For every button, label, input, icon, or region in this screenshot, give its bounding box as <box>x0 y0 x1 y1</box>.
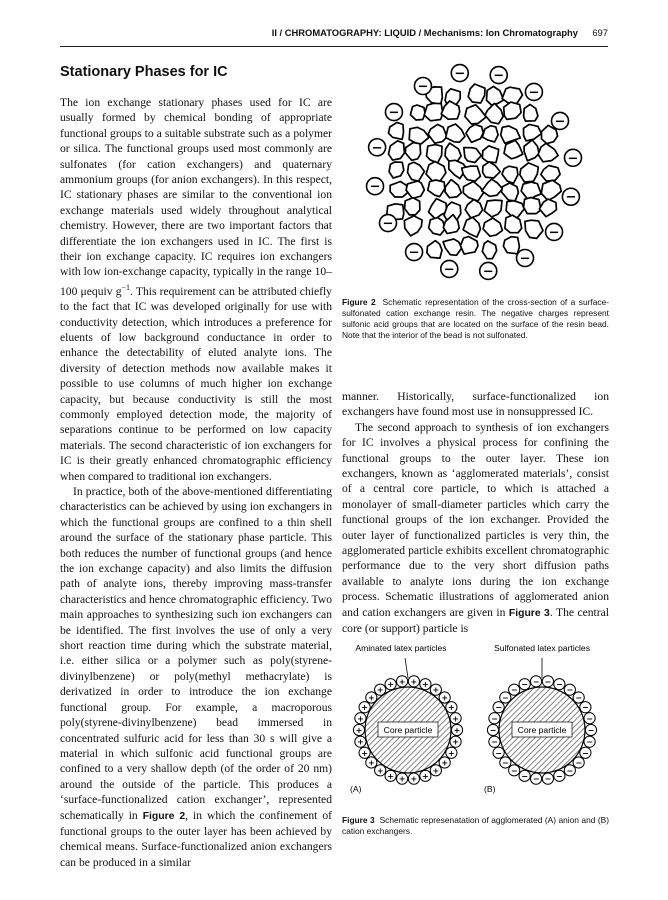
svg-text:+: + <box>432 766 440 776</box>
figure-label: Figure 2 <box>342 297 376 307</box>
svg-text:+: + <box>448 703 455 713</box>
svg-text:−: − <box>521 680 528 690</box>
sulfonate-charge <box>480 262 497 279</box>
svg-text:−: − <box>532 774 540 784</box>
svg-text:−: − <box>369 179 381 195</box>
core-particle-label: Core particle <box>517 725 567 735</box>
figure-reference[interactable]: Figure 2 <box>142 810 186 822</box>
resin-grain <box>482 241 496 259</box>
svg-text:−: − <box>454 66 466 82</box>
panel-a-label: (A) <box>350 784 362 794</box>
latex-particle <box>446 747 457 758</box>
svg-text:−: − <box>544 677 552 687</box>
svg-text:−: − <box>382 216 394 232</box>
svg-text:−: − <box>556 680 563 690</box>
latex-particle <box>450 736 461 747</box>
svg-text:−: − <box>544 774 552 784</box>
svg-text:+: + <box>367 693 375 703</box>
sulfonate-charge <box>414 77 431 94</box>
label-sulfonated: Sulfonated latex particles <box>493 643 591 653</box>
latex-particle <box>446 702 457 713</box>
svg-text:+: + <box>452 714 459 724</box>
svg-text:−: − <box>586 737 593 747</box>
resin-grain <box>503 237 519 254</box>
svg-text:+: + <box>367 758 375 768</box>
figure-label: Figure 3 <box>342 815 375 825</box>
svg-text:+: + <box>410 677 418 687</box>
svg-text:−: − <box>587 726 595 735</box>
sulfonate-charge <box>441 260 458 277</box>
svg-text:−: − <box>528 85 540 101</box>
svg-text:−: − <box>510 766 518 776</box>
resin-grain <box>482 146 498 163</box>
svg-text:−: − <box>495 703 502 713</box>
svg-text:−: − <box>566 766 574 776</box>
svg-text:+: + <box>452 737 459 747</box>
sulfonate-charge <box>490 67 507 84</box>
svg-text:+: + <box>422 680 429 690</box>
latex-particle <box>487 724 498 735</box>
agglomerated-anion-bead <box>353 676 462 784</box>
latex-particle <box>554 679 565 690</box>
latex-particle <box>584 713 595 724</box>
panel-b-label: (B) <box>484 784 496 794</box>
resin-grain <box>524 198 541 214</box>
pointer-arrow <box>405 658 408 678</box>
latex-particle <box>359 702 370 713</box>
svg-text:−: − <box>548 225 560 241</box>
svg-text:+: + <box>361 748 368 758</box>
svg-text:+: + <box>441 758 449 768</box>
svg-text:+: + <box>432 685 440 695</box>
svg-text:+: + <box>398 774 406 784</box>
svg-text:−: − <box>556 771 563 781</box>
svg-text:−: − <box>575 693 583 703</box>
right-column <box>342 389 609 637</box>
latex-particle <box>554 770 565 781</box>
svg-text:+: + <box>376 685 384 695</box>
latex-particle <box>408 773 419 784</box>
latex-particle <box>530 676 541 687</box>
sulfonate-charge <box>379 215 396 232</box>
svg-text:+: + <box>355 726 363 735</box>
svg-text:−: − <box>388 105 400 121</box>
latex-particle <box>489 713 500 724</box>
resin-grain <box>405 198 420 215</box>
svg-text:−: − <box>521 771 528 781</box>
sulfonate-charge <box>385 104 402 121</box>
latex-particle <box>396 773 407 784</box>
svg-text:−: − <box>443 262 455 278</box>
resin-grain <box>389 162 404 178</box>
latex-particle <box>489 736 500 747</box>
svg-text:+: + <box>448 748 455 758</box>
svg-text:−: − <box>489 726 497 735</box>
sulfonate-charge <box>367 178 384 195</box>
sulfonate-charge <box>525 83 542 100</box>
svg-text:−: − <box>567 151 579 167</box>
sulfonate-charge <box>562 188 579 205</box>
svg-text:−: − <box>566 685 574 695</box>
core-particle-label: Core particle <box>383 725 433 735</box>
svg-text:−: − <box>408 245 420 261</box>
paragraph: The ion exchange stationary phases used for IC are usually formed by chemical bonding of appropriate functional groups to a suitable substrate such as a polymer or silica. The functional groups used most commonly are sulfonates (for cation exchangers) and quaternary ammonium groups (for anion exchangers). In this respect, IC stationary phases are similar to the conventional ion exchange materials used widely throughout analytical chemistry. However, there are two important factors that differentiate the ion exchangers used in IC. The first is their ion exchange capacity. IC requires ion exchangers with low ion-exchange capacity, typically in the range 10–100 μequiv $g^{-1}$. This requirement can be attributed chiefly to the fact that IC was developed originally for use with conductivity detection, which introduces a preference for eluents of low background conductance in order to enhance the detectability of eluted analyte ions. The diversity of detection methods now available makes it possible to use columns of much higher ion exchange capacity, but because conductivity is still the most commonly employed detection mode, the majority of separations continue to be performed on low capacity materials. The second characteristic of ion exchangers for IC is their greatly enhanced chromatographic efficiency when compared to traditional ion exchangers. <box>60 96 332 483</box>
sulfonate-charge <box>564 149 581 166</box>
running-header <box>60 24 608 47</box>
svg-text:−: − <box>532 677 540 687</box>
svg-text:+: + <box>398 677 406 687</box>
svg-text:+: + <box>453 726 461 735</box>
svg-text:−: − <box>565 190 577 206</box>
svg-text:−: − <box>510 685 518 695</box>
sulfonate-charge <box>517 250 534 267</box>
latex-particle <box>530 773 541 784</box>
latex-particle <box>385 770 396 781</box>
svg-text:−: − <box>575 758 583 768</box>
latex-particle <box>584 736 595 747</box>
svg-text:−: − <box>495 748 502 758</box>
sulfonate-charge <box>406 244 423 261</box>
latex-particle <box>355 736 366 747</box>
left-column <box>60 95 332 870</box>
latex-particle <box>519 770 530 781</box>
latex-particle <box>420 679 431 690</box>
svg-text:−: − <box>371 140 383 156</box>
latex-particle <box>353 724 364 735</box>
latex-particle <box>493 702 504 713</box>
latex-particle <box>450 713 461 724</box>
resin-grain <box>390 182 407 198</box>
latex-particle <box>385 679 396 690</box>
latex-particle <box>580 702 591 713</box>
latex-particle <box>355 713 366 724</box>
latex-particle <box>585 724 596 735</box>
svg-text:+: + <box>357 714 364 724</box>
latex-particle <box>359 747 370 758</box>
svg-text:+: + <box>361 703 368 713</box>
sulfonate-charge <box>369 139 386 156</box>
paragraph: In practice, both of the above-mentioned differentiating characteristics can be achieved by using ion exchangers in which the functional groups are confined to a thin shell around the surface of the stationary phase particle. This both reduces the number of functional groups (and hence the ion exchange capacity) and also limits the diffusion path of analyte ions, thereby improving mass-transfer characteristics and hence chromatographic efficiency. Two main approaches to synthesizing such ion exchangers can be identified. The first involves the use of only a very short reaction time during which the substrate material, i.e. either silica or a polymer such as poly(styrene-divinylbenzene) or poly(methyl methacrylate) is derivatized in order to introduce the ion exchange functional group. For example, a macroporous poly(styrene-divinylbenzene) bead immersed in concentrated sulfuric acid for less than 30 s will give a material in which sulfonic acid functional groups are confined to a very shallow depth (of the order of 20 nm) around the outside of the particle. This produces a ‘surface-functionalized cation exchanger’, represented schematically in Figure 2, in which the confinement of functional groups to the outer layer has been achieved by chemical means. Surface-functionalized anion exchangers can be produced in a similar <box>60 485 332 869</box>
svg-text:−: − <box>501 693 509 703</box>
latex-particle <box>519 679 530 690</box>
latex-particle <box>493 747 504 758</box>
svg-text:−: − <box>519 251 531 267</box>
paragraph: manner. Historically, surface-functionalized ion exchangers have found most use in nonsuppressed IC. <box>342 390 609 419</box>
svg-text:+: + <box>376 766 384 776</box>
figure-3-caption: Figure 3 Schematic represenatation of agglomerated (A) anion and (B) cation exchangers. <box>342 815 609 837</box>
svg-text:+: + <box>441 693 449 703</box>
latex-particle <box>542 676 553 687</box>
svg-text:−: − <box>491 737 498 747</box>
svg-text:−: − <box>554 114 566 130</box>
svg-text:−: − <box>586 714 593 724</box>
svg-text:−: − <box>491 714 498 724</box>
figure-2-caption: Figure 2 Schematic representation of the cross-section of a surface-sulfonated cation exchange resin. The negative charges represent sulfonic acid groups that are located on the surface of the resin bead. Note that the interior of the bead is not sulfonated. <box>342 297 610 341</box>
sulfonate-charge <box>546 223 563 240</box>
svg-text:+: + <box>410 774 418 784</box>
latex-particle <box>396 676 407 687</box>
figure-reference[interactable]: Figure 3 <box>508 607 550 619</box>
latex-particle <box>580 747 591 758</box>
resin-grain <box>424 103 443 121</box>
svg-text:−: − <box>482 264 494 280</box>
label-aminated: Aminated latex particles <box>355 643 447 653</box>
page-number: 697 <box>592 27 608 38</box>
latex-particle <box>408 676 419 687</box>
svg-text:+: + <box>387 771 394 781</box>
latex-particle <box>420 770 431 781</box>
sulfonate-charge <box>552 112 569 129</box>
resin-grain <box>410 105 425 120</box>
svg-text:−: − <box>582 748 589 758</box>
svg-text:−: − <box>417 79 429 95</box>
latex-particle <box>542 773 553 784</box>
section-title: Stationary Phases for IC <box>60 64 228 80</box>
figure-2-resin-cross-section <box>352 62 597 284</box>
sulfonate-charge <box>451 65 468 82</box>
agglomerated-cation-bead <box>487 676 596 784</box>
figure-3-agglomerated-exchangers <box>342 636 609 801</box>
svg-text:+: + <box>357 737 364 747</box>
svg-text:+: + <box>387 680 394 690</box>
svg-text:+: + <box>422 771 429 781</box>
svg-text:−: − <box>501 758 509 768</box>
svg-text:−: − <box>582 703 589 713</box>
paragraph: The second approach to synthesis of ion exchangers for IC involves a physical process for confining the functional groups to the outer layer. These ion exchangers, known as ‘agglomerated materials’, consist of a central core particle, to which is attached a monolayer of small-diameter particles which carry the functional groups of the ion exchanger. Provided the outer layer of functionalized particles is very thin, the agglomerated particle exhibits excellent chromatographic performance due to the very short diffusion paths available to analyte ions during the ion exchange process. Schematic illustrations of agglomerated anion and cation exchangers are given in Figure 3. The central core (or support) particle is <box>342 420 609 636</box>
header-title: II / CHROMATOGRAPHY: LIQUID / Mechanisms: Ion Chromatography <box>271 27 578 38</box>
svg-text:−: − <box>493 68 505 84</box>
latex-particle <box>451 724 462 735</box>
